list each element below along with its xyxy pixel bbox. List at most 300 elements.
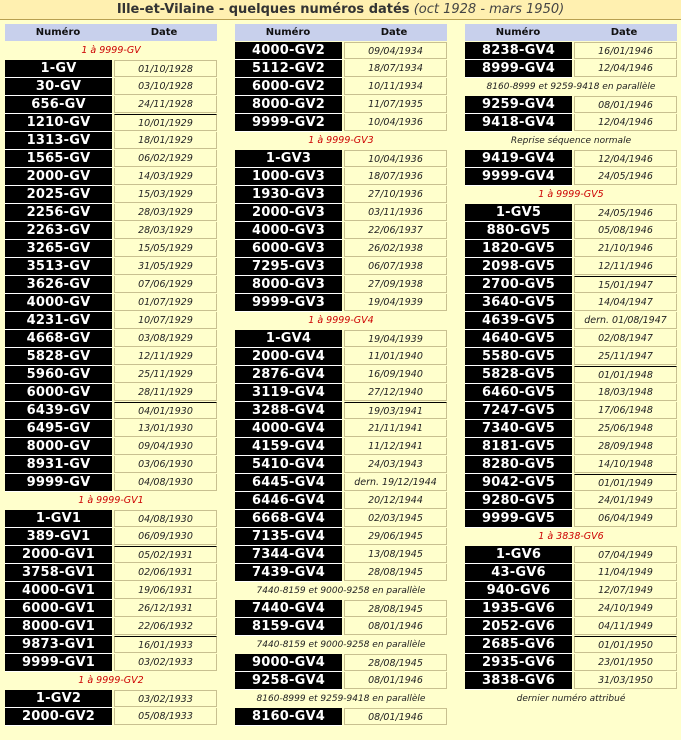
table-row: [5, 600, 217, 618]
series-range-label: 1 à 9999-GV: [81, 45, 141, 56]
plate-number: 1000-GV3: [235, 168, 342, 186]
table-row: [465, 384, 677, 402]
plate-number: 4000-GV: [5, 294, 112, 312]
plate-date: 09/04/1934: [344, 42, 447, 59]
table-row: [465, 618, 677, 636]
plate-date: 27/12/1940: [344, 384, 447, 401]
plate-number: 3119-GV4: [235, 384, 342, 402]
plate-date: 02/06/1931: [114, 564, 217, 581]
plate-date: 16/01/1946: [574, 42, 677, 59]
table-row: [5, 384, 217, 402]
table-row: [235, 366, 447, 384]
table-row: [465, 42, 677, 60]
page-title: [0, 0, 681, 20]
plate-number: 2935-GV6: [465, 654, 572, 672]
plate-number: 8238-GV4: [465, 42, 572, 60]
table-row: [5, 96, 217, 114]
table-row: [5, 366, 217, 384]
plate-date: 28/08/1945: [344, 654, 447, 671]
plate-date: 12/07/1949: [574, 582, 677, 599]
plate-date: 10/11/1934: [344, 78, 447, 95]
table-row: [235, 546, 447, 564]
table-row: [5, 276, 217, 294]
plate-number: 7440-GV4: [235, 600, 342, 618]
plate-number: 4639-GV5: [465, 312, 572, 330]
header-numero: Numéro: [265, 27, 311, 38]
series-range-label: 1 à 9999-GV1: [78, 495, 144, 506]
plate-date: 15/05/1929: [114, 240, 217, 257]
plate-number: 1565-GV: [5, 150, 112, 168]
plate-number: 5580-GV5: [465, 348, 572, 366]
plate-number: 7439-GV4: [235, 564, 342, 582]
plate-number: 4231-GV: [5, 312, 112, 330]
plate-date: 21/10/1946: [574, 240, 677, 257]
plate-date: 08/01/1946: [344, 618, 447, 635]
plate-number: 7247-GV5: [465, 402, 572, 420]
table-row: [465, 402, 677, 420]
plate-number: 9280-GV5: [465, 492, 572, 510]
table-row: [235, 330, 447, 348]
plate-date: 10/01/1929: [114, 114, 217, 131]
plate-number: 43-GV6: [465, 564, 572, 582]
plate-number: 1930-GV3: [235, 186, 342, 204]
plate-date: 11/07/1935: [344, 96, 447, 113]
plate-number: 9999-GV3: [235, 294, 342, 312]
plate-number: 2700-GV5: [465, 276, 572, 294]
plate-number: 2025-GV: [5, 186, 112, 204]
plate-number: 6439-GV: [5, 402, 112, 420]
table-row: [235, 618, 447, 636]
plate-date: 16/09/1940: [344, 366, 447, 383]
plate-date: 03/08/1929: [114, 330, 217, 347]
plate-number: 2000-GV3: [235, 204, 342, 222]
plate-number: 9873-GV1: [5, 636, 112, 654]
plate-number: 1935-GV6: [465, 600, 572, 618]
plate-date: 18/01/1929: [114, 132, 217, 149]
plate-number: 5828-GV: [5, 348, 112, 366]
plate-number: 4668-GV: [5, 330, 112, 348]
header-date: Date: [150, 27, 178, 38]
table-row: [235, 492, 447, 510]
plate-number: 2000-GV2: [5, 708, 112, 726]
plate-number: 1-GV4: [235, 330, 342, 348]
table-column-2: [235, 24, 447, 726]
plate-date: 19/06/1931: [114, 582, 217, 599]
table-row: [235, 276, 447, 294]
table-row: [465, 312, 677, 330]
plate-number: 1-GV1: [5, 510, 112, 528]
plate-number: 9999-GV2: [235, 114, 342, 132]
plate-number: 6460-GV5: [465, 384, 572, 402]
plate-number: 1-GV2: [5, 690, 112, 708]
plate-date: 08/01/1946: [574, 96, 677, 113]
plate-date: 16/01/1933: [114, 636, 217, 653]
plate-date: 03/02/1933: [114, 654, 217, 671]
plate-date: 12/04/1946: [574, 60, 677, 77]
table-row: [465, 168, 677, 186]
plate-date: 27/10/1936: [344, 186, 447, 203]
table-row: [465, 456, 677, 474]
plate-number: 9999-GV: [5, 474, 112, 492]
table-row: [465, 150, 677, 168]
plate-date: 09/04/1930: [114, 438, 217, 455]
plate-date: 24/05/1946: [574, 168, 677, 185]
plate-number: 6446-GV4: [235, 492, 342, 510]
plate-date: 28/03/1929: [114, 204, 217, 221]
plate-number: 6445-GV4: [235, 474, 342, 492]
table-row: [465, 600, 677, 618]
plate-date: 28/08/1945: [344, 600, 447, 617]
plate-date: 03/02/1933: [114, 690, 217, 707]
plate-date: 12/04/1946: [574, 114, 677, 131]
plate-date: 15/03/1929: [114, 186, 217, 203]
table-row: [5, 582, 217, 600]
table-row: [465, 240, 677, 258]
note-text: 7440-8159 et 9000-9258 en parallèle: [256, 640, 426, 650]
table-row: [235, 708, 447, 726]
plate-number: 2000-GV1: [5, 546, 112, 564]
plate-number: 3758-GV1: [5, 564, 112, 582]
plate-date: 04/08/1930: [114, 510, 217, 527]
table-row: [235, 168, 447, 186]
plate-date: 18/07/1936: [344, 168, 447, 185]
plate-date: 28/03/1929: [114, 222, 217, 239]
plate-date: 13/01/1930: [114, 420, 217, 437]
table-row: [5, 474, 217, 492]
plate-date: 13/08/1945: [344, 546, 447, 563]
plate-date: 24/03/1943: [344, 456, 447, 473]
table-row: [5, 150, 217, 168]
note-text: 7440-8159 et 9000-9258 en parallèle: [256, 586, 426, 596]
column-header: [5, 24, 217, 41]
table-row: [5, 528, 217, 546]
plate-number: 3288-GV4: [235, 402, 342, 420]
plate-number: 6000-GV1: [5, 600, 112, 618]
plate-date: 10/04/1936: [344, 114, 447, 131]
plate-number: 4000-GV3: [235, 222, 342, 240]
plate-number: 2876-GV4: [235, 366, 342, 384]
plate-number: 8160-GV4: [235, 708, 342, 726]
plate-number: 6000-GV3: [235, 240, 342, 258]
plate-number: 9418-GV4: [465, 114, 572, 132]
table-row: [5, 348, 217, 366]
plate-number: 5112-GV2: [235, 60, 342, 78]
plate-number: 6000-GV: [5, 384, 112, 402]
table-row: [235, 96, 447, 114]
table-row: [465, 420, 677, 438]
table-row: [235, 240, 447, 258]
plate-number: 9258-GV4: [235, 672, 342, 690]
plate-number: 9419-GV4: [465, 150, 572, 168]
plate-number: 389-GV1: [5, 528, 112, 546]
table-row: [5, 636, 217, 654]
plate-date: 15/01/1947: [574, 276, 677, 293]
plate-date: 14/04/1947: [574, 294, 677, 311]
plate-number: 8999-GV4: [465, 60, 572, 78]
table-row: [5, 456, 217, 474]
plate-date: 06/09/1930: [114, 528, 217, 545]
plate-date: 12/11/1929: [114, 348, 217, 365]
series-range-label: 1 à 9999-GV2: [78, 675, 144, 686]
plate-date: 22/06/1937: [344, 222, 447, 239]
table-row: [5, 690, 217, 708]
plate-date: 23/01/1950: [574, 654, 677, 671]
plate-number: 1-GV3: [235, 150, 342, 168]
series-range-label: 1 à 9999-GV4: [308, 315, 374, 326]
table-row: [465, 474, 677, 492]
table-row: [235, 78, 447, 96]
table-row: [5, 294, 217, 312]
series-range-label: 1 à 9999-GV5: [538, 189, 604, 200]
table-row: [465, 546, 677, 564]
plate-date: 26/02/1938: [344, 240, 447, 257]
plate-number: 7295-GV3: [235, 258, 342, 276]
plate-number: 9000-GV4: [235, 654, 342, 672]
plate-number: 2263-GV: [5, 222, 112, 240]
header-numero: Numéro: [495, 27, 541, 38]
table-row: [235, 420, 447, 438]
plate-date: 05/08/1933: [114, 708, 217, 725]
plate-date: 01/01/1948: [574, 366, 677, 383]
plate-date: 19/04/1939: [344, 294, 447, 311]
plate-number: 8931-GV: [5, 456, 112, 474]
table-row: [5, 402, 217, 420]
plate-date: 03/10/1928: [114, 78, 217, 95]
plate-number: 8000-GV3: [235, 276, 342, 294]
table-row: [235, 60, 447, 78]
plate-number: 8000-GV: [5, 438, 112, 456]
plate-number: 9999-GV4: [465, 168, 572, 186]
table-row: [235, 384, 447, 402]
table-row: [235, 294, 447, 312]
table-row: [5, 330, 217, 348]
title-main: Ille-et-Vilaine - quelques numéros datés: [116, 2, 410, 17]
plate-number: 5960-GV: [5, 366, 112, 384]
plate-number: 3640-GV5: [465, 294, 572, 312]
table-column-1: [5, 24, 217, 726]
plate-date: 25/06/1948: [574, 420, 677, 437]
table-row: [5, 186, 217, 204]
plate-date: 31/03/1950: [574, 672, 677, 689]
table-row: [465, 204, 677, 222]
table-row: [235, 654, 447, 672]
header-numero: Numéro: [35, 27, 81, 38]
plate-date: dern. 19/12/1944: [344, 474, 447, 491]
plate-date: 14/10/1948: [574, 456, 677, 473]
note-text: Reprise séquence normale: [510, 136, 632, 146]
table-row: [235, 672, 447, 690]
plate-date: 05/02/1931: [114, 546, 217, 563]
plate-date: 27/09/1938: [344, 276, 447, 293]
plate-date: 18/03/1948: [574, 384, 677, 401]
plate-number: 2685-GV6: [465, 636, 572, 654]
plate-number: 8181-GV5: [465, 438, 572, 456]
plate-number: 8000-GV2: [235, 96, 342, 114]
table-row: [5, 708, 217, 726]
plate-number: 3838-GV6: [465, 672, 572, 690]
plate-number: 6495-GV: [5, 420, 112, 438]
table-row: [465, 114, 677, 132]
plate-number: 1313-GV: [5, 132, 112, 150]
table-row: [5, 60, 217, 78]
column-header: [235, 24, 447, 41]
plate-number: 4000-GV2: [235, 42, 342, 60]
table-row: [5, 78, 217, 96]
plate-number: 8000-GV1: [5, 618, 112, 636]
plate-date: 01/10/1928: [114, 60, 217, 77]
table-row: [465, 510, 677, 528]
plate-date: 06/07/1938: [344, 258, 447, 275]
plate-date: 28/08/1945: [344, 564, 447, 581]
plate-date: 01/07/1929: [114, 294, 217, 311]
plate-date: 24/10/1949: [574, 600, 677, 617]
plate-date: 11/04/1949: [574, 564, 677, 581]
plate-date: 10/04/1936: [344, 150, 447, 167]
table-row: [5, 222, 217, 240]
table-row: [235, 204, 447, 222]
plate-number: 9999-GV5: [465, 510, 572, 528]
plate-date: 01/01/1950: [574, 636, 677, 653]
plate-date: 02/08/1947: [574, 330, 677, 347]
plate-date: 04/08/1930: [114, 474, 217, 491]
table-row: [5, 312, 217, 330]
table-row: [235, 456, 447, 474]
table-row: [235, 258, 447, 276]
plate-date: 01/01/1949: [574, 474, 677, 491]
plate-number: 1-GV: [5, 60, 112, 78]
note-text: 8160-8999 et 9259-9418 en parallèle: [256, 694, 426, 704]
plate-number: 4640-GV5: [465, 330, 572, 348]
table-row: [465, 258, 677, 276]
plate-number: 1820-GV5: [465, 240, 572, 258]
plate-number: 656-GV: [5, 96, 112, 114]
plate-date: 26/12/1931: [114, 600, 217, 617]
table-row: [235, 186, 447, 204]
plate-date: 24/11/1928: [114, 96, 217, 113]
table-row: [5, 564, 217, 582]
plate-number: 5410-GV4: [235, 456, 342, 474]
plate-date: 25/11/1947: [574, 348, 677, 365]
plate-date: 06/04/1949: [574, 510, 677, 527]
plate-number: 2052-GV6: [465, 618, 572, 636]
plate-number: 7340-GV5: [465, 420, 572, 438]
table-row: [5, 438, 217, 456]
table-row: [5, 204, 217, 222]
table-row: [5, 240, 217, 258]
series-range-label: 1 à 3838-GV6: [538, 531, 604, 542]
plate-date: 25/11/1929: [114, 366, 217, 383]
plate-number: 7135-GV4: [235, 528, 342, 546]
table-row: [235, 600, 447, 618]
table-row: [465, 96, 677, 114]
table-row: [5, 618, 217, 636]
plate-number: 4159-GV4: [235, 438, 342, 456]
plate-date: 07/06/1929: [114, 276, 217, 293]
plate-number: 3513-GV: [5, 258, 112, 276]
series-range-label: 1 à 9999-GV3: [308, 135, 374, 146]
plate-number: 5828-GV5: [465, 366, 572, 384]
table-row: [465, 366, 677, 384]
note-text: dernier numéro attribué: [516, 694, 626, 704]
plate-date: 18/07/1934: [344, 60, 447, 77]
plate-number: 3626-GV: [5, 276, 112, 294]
table-row: [465, 492, 677, 510]
table-row: [235, 564, 447, 582]
table-row: [465, 654, 677, 672]
table-row: [5, 654, 217, 672]
plate-date: 11/12/1941: [344, 438, 447, 455]
plate-number: 940-GV6: [465, 582, 572, 600]
table-row: [465, 438, 677, 456]
table-row: [235, 42, 447, 60]
table-row: [465, 330, 677, 348]
plate-number: 8159-GV4: [235, 618, 342, 636]
plate-number: 2098-GV5: [465, 258, 572, 276]
plate-date: 08/01/1946: [344, 708, 447, 725]
table-row: [235, 348, 447, 366]
plate-number: 9042-GV5: [465, 474, 572, 492]
table-row: [235, 150, 447, 168]
plate-date: 19/03/1941: [344, 402, 447, 419]
table-column-3: [465, 24, 677, 708]
plate-date: 10/07/1929: [114, 312, 217, 329]
table-row: [5, 132, 217, 150]
plate-date: 19/04/1939: [344, 330, 447, 347]
table-row: [5, 168, 217, 186]
table-row: [235, 402, 447, 420]
table-row: [465, 348, 677, 366]
plate-date: 24/01/1949: [574, 492, 677, 509]
plate-date: 29/06/1945: [344, 528, 447, 545]
plate-date: 06/02/1929: [114, 150, 217, 167]
plate-number: 880-GV5: [465, 222, 572, 240]
plate-number: 2000-GV4: [235, 348, 342, 366]
plate-number: 9999-GV1: [5, 654, 112, 672]
table-row: [235, 438, 447, 456]
plate-date: 28/11/1929: [114, 384, 217, 401]
table-row: [465, 276, 677, 294]
table-row: [465, 60, 677, 78]
plate-date: 04/11/1949: [574, 618, 677, 635]
plate-number: 4000-GV1: [5, 582, 112, 600]
plate-date: 05/08/1946: [574, 222, 677, 239]
plate-date: 12/11/1946: [574, 258, 677, 275]
table-row: [465, 294, 677, 312]
plate-number: 1-GV5: [465, 204, 572, 222]
table-row: [5, 114, 217, 132]
plate-date: dern. 01/08/1947: [574, 312, 677, 329]
plate-date: 22/06/1932: [114, 618, 217, 635]
plate-date: 04/01/1930: [114, 402, 217, 419]
plate-date: 08/01/1946: [344, 672, 447, 689]
table-row: [235, 510, 447, 528]
plate-date: 31/05/1929: [114, 258, 217, 275]
plate-date: 28/09/1948: [574, 438, 677, 455]
plate-number: 8280-GV5: [465, 456, 572, 474]
note-text: 8160-8999 et 9259-9418 en parallèle: [486, 82, 656, 92]
plate-date: 07/04/1949: [574, 546, 677, 563]
plate-date: 24/05/1946: [574, 204, 677, 221]
column-header: [465, 24, 677, 41]
plate-number: 1210-GV: [5, 114, 112, 132]
plate-date: 21/11/1941: [344, 420, 447, 437]
plate-number: 1-GV6: [465, 546, 572, 564]
title-date-range: (oct 1928 - mars 1950): [413, 2, 565, 17]
plate-date: 20/12/1944: [344, 492, 447, 509]
header-date: Date: [380, 27, 408, 38]
table-row: [465, 672, 677, 690]
plate-date: 11/01/1940: [344, 348, 447, 365]
